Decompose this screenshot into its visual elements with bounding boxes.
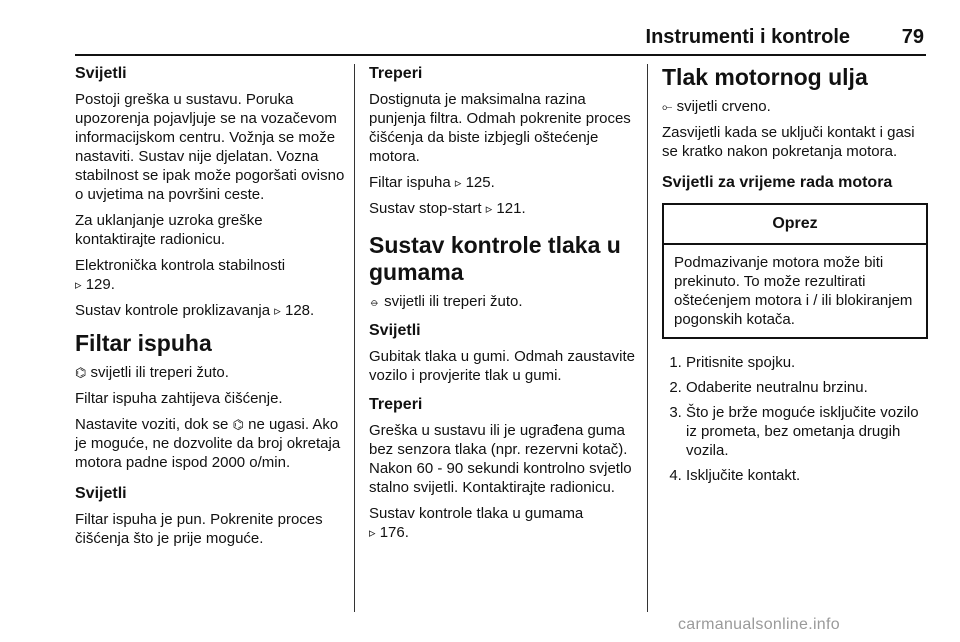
caution-text: Podmazivanje motora može biti prekinuto. To može rezultirati oštećenjem motora i / ili blokiranjem pogonskih kotača.	[674, 254, 913, 328]
ref-arrow-icon: ▹	[75, 277, 82, 292]
list-item: 1. Pritisnite spojku.	[686, 353, 928, 372]
steps-list	[662, 353, 928, 485]
watermark: carmanualsonline.info	[678, 616, 840, 633]
heading-svijetli: Svijetli	[75, 485, 127, 502]
paragraph: Elektronička kontrola stabilnosti ▹ 129.	[75, 257, 286, 293]
paragraph: ⟜ svijetli crveno.	[662, 98, 771, 115]
paragraph: Greška u sustavu ili je ugrađena guma bez senzora tlaka (npr. rezervni kotač). Nakon 60 - 90 sekundi kontrolno svjetlo stalno svijetli. Kontaktirajte radionicu.	[369, 422, 632, 496]
paragraph: Postoji greška u sustavu. Poruka upozorenja pojavljuje se na vozačevom informacijskom centru. Vožnja se može nastaviti. Sustav nije djelatan. Vozna stabilnost se ipak može pogoršati ovisno o uvjetima na površini ceste.	[75, 91, 345, 203]
column-divider	[647, 64, 648, 612]
ref-arrow-icon: ▹	[274, 303, 281, 318]
heading-svijetli-rad: Svijetli za vrijeme rada motora	[662, 174, 893, 191]
heading-treperi: Treperi	[369, 65, 423, 82]
page-number: 79	[901, 26, 924, 48]
paragraph: Sustav kontrole proklizavanja ▹ 128.	[75, 302, 315, 319]
paragraph: Filtar ispuha je pun. Pokrenite proces čišćenja što je prije moguće.	[75, 511, 323, 547]
paragraph: Dostignuta je maksimalna razina punjenja filtra. Odmah pokrenite proces čišćenja da biste izbjegli oštećenje motora.	[369, 91, 631, 165]
caution-title: Oprez	[664, 205, 926, 245]
heading-treperi: Treperi	[369, 396, 423, 413]
ref-arrow-icon: ▹	[369, 525, 376, 540]
list-item: 2. Odaberite neutralnu brzinu.	[686, 378, 928, 397]
heading-svijetli: Svijetli	[369, 322, 421, 339]
heading-tlak-ulja: Tlak motornog ulja	[662, 64, 868, 90]
ref-arrow-icon: ▹	[485, 201, 493, 216]
column-right	[662, 64, 928, 491]
column-left	[75, 64, 345, 555]
paragraph: ⦵ svijetli ili treperi žuto.	[369, 293, 523, 310]
page-title: Instrumenti i kontrole	[645, 26, 850, 48]
list-item: 4. Isključite kontakt.	[686, 466, 928, 485]
paragraph: Sustav stop-start ▹ 121.	[369, 200, 526, 217]
paragraph: Zasvijetli kada se uključi kontakt i gasi se kratko nakon pokretanja motora.	[662, 124, 915, 160]
paragraph: Za uklanjanje uzroka greške kontaktirajte radionicu.	[75, 212, 263, 248]
tire-pressure-icon: ⦵	[369, 294, 380, 309]
paragraph: Sustav kontrole tlaka u gumama ▹ 176.	[369, 505, 584, 541]
page-header	[75, 26, 926, 56]
heading-svijetli: Svijetli	[75, 65, 127, 82]
paragraph: Filtar ispuha ▹ 125.	[369, 174, 495, 191]
column-divider	[354, 64, 355, 612]
heading-sustav-tlaka: Sustav kontrole tlaka u gumama	[369, 232, 621, 285]
paragraph: ⌬ svijetli ili treperi žuto.	[75, 364, 229, 381]
paragraph: Nastavite voziti, dok se ⌬ ne ugasi. Ako je moguće, ne dozvolite da broj okretaja motora padne ispod 2000 o/min.	[75, 416, 341, 471]
paragraph: Filtar ispuha zahtijeva čišćenje.	[75, 390, 283, 407]
column-middle	[369, 64, 635, 549]
list-item: 3. Što je brže moguće isključite vozilo iz prometa, bez ometanja drugih vozila.	[686, 403, 928, 460]
oil-can-icon: ⟜	[662, 99, 673, 114]
heading-filtar-ispuha: Filtar ispuha	[75, 330, 212, 356]
ref-arrow-icon: ▹	[454, 175, 462, 190]
caution-box	[662, 203, 928, 339]
paragraph: Gubitak tlaka u gumi. Odmah zaustavite vozilo i provjerite tlak u gumi.	[369, 348, 635, 384]
exhaust-filter-icon: ⌬	[75, 365, 87, 380]
exhaust-filter-icon: ⌬	[232, 417, 244, 432]
